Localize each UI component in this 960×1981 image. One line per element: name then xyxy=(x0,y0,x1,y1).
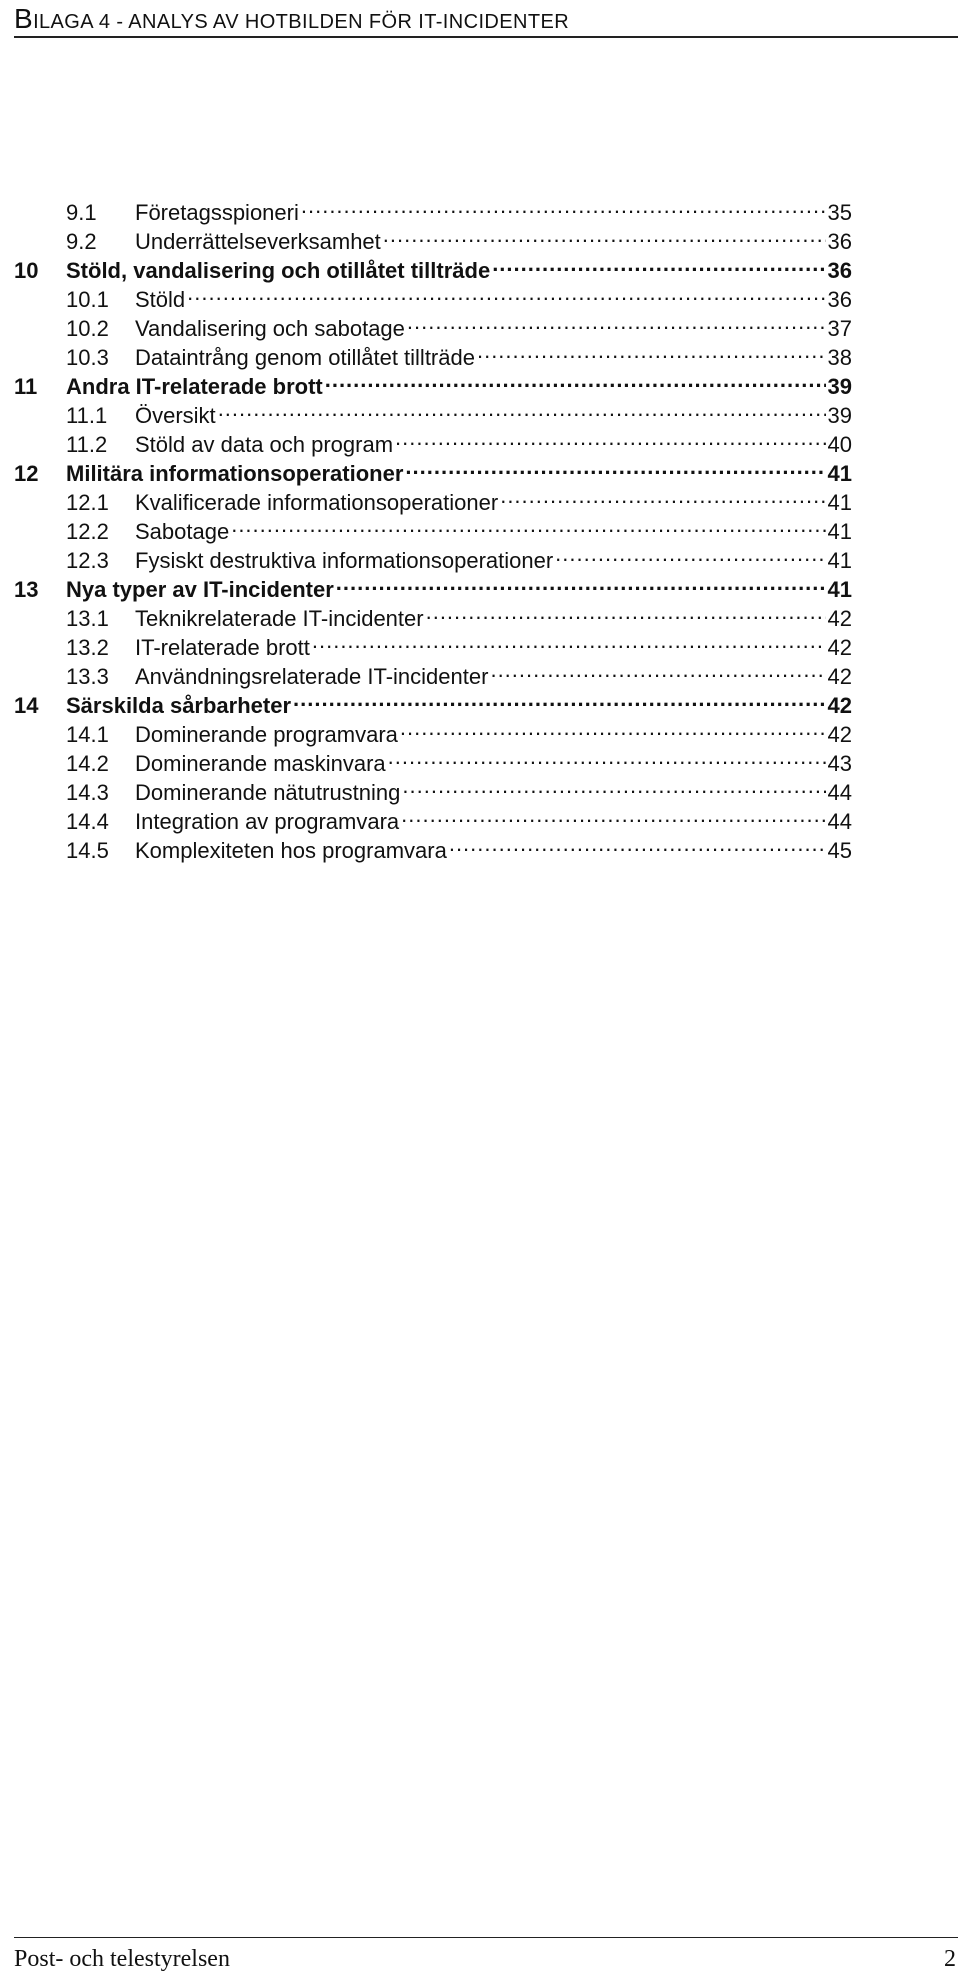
toc-entry-number: 14.4 xyxy=(66,809,109,834)
toc-entry-number: 10.3 xyxy=(66,345,109,370)
toc-entry-page: 43 xyxy=(827,751,852,776)
toc-entry-number: 12.1 xyxy=(66,490,109,515)
toc-dot-leader xyxy=(301,191,826,220)
toc-entry-number: 14.1 xyxy=(66,722,109,747)
toc-entry-title: Stöld xyxy=(135,287,186,312)
toc-dot-leader xyxy=(336,568,826,597)
toc-entry-title: Vandalisering och sabotage xyxy=(135,316,405,341)
toc-entry-page: 38 xyxy=(827,345,852,370)
toc-entry-number: 14.2 xyxy=(66,751,109,776)
toc-entry-title: Dataintrång genom otillåtet tillträde xyxy=(135,345,475,370)
toc-dot-leader xyxy=(231,510,825,539)
toc-entry-title: Företagsspioneri xyxy=(135,200,299,225)
toc-entry-page: 35 xyxy=(827,200,852,225)
toc-entry-page: 36 xyxy=(827,229,852,254)
toc-entry-title: Stöld av data och program xyxy=(135,432,394,457)
toc-entry-number: 12.3 xyxy=(66,548,109,573)
toc-entry-page: 41 xyxy=(827,577,852,602)
toc-entry-page: 41 xyxy=(827,548,852,573)
toc-entry-number: 9.1 xyxy=(66,200,97,225)
running-title-rest: ILAGA 4 - ANALYS AV HOTBILDEN FÖR IT-INCIDENTER xyxy=(33,11,570,33)
toc-entry-number: 11.1 xyxy=(66,403,108,428)
toc-entry-page: 36 xyxy=(827,258,852,283)
toc-entry-page: 45 xyxy=(827,838,852,863)
toc-entry-title: Fysiskt destruktiva informationsoperationer xyxy=(135,548,554,573)
toc-entry-title: Integration av programvara xyxy=(135,809,400,834)
toc-entry-page: 44 xyxy=(827,780,852,805)
toc-dot-leader xyxy=(492,249,825,278)
toc-dot-leader xyxy=(500,481,825,510)
toc-entry-number: 12.2 xyxy=(66,519,109,544)
toc-entry-page: 39 xyxy=(827,374,852,399)
toc-dot-leader xyxy=(490,655,825,684)
toc-dot-leader xyxy=(388,742,826,771)
page-footer xyxy=(14,1937,958,1977)
toc-entry-number: 10 xyxy=(14,258,39,283)
footer-publisher: Post- och telestyrelsen xyxy=(14,1946,230,1972)
toc-entry-number: 13.3 xyxy=(66,664,109,689)
toc-entry-number: 13.1 xyxy=(66,606,109,631)
toc-entry-title: Andra IT-relaterade brott xyxy=(66,374,323,399)
running-title-initial: B xyxy=(14,3,34,34)
toc-entry-title: Sabotage xyxy=(135,519,230,544)
toc-entry-number: 10.2 xyxy=(66,316,109,341)
toc-dot-leader xyxy=(401,800,825,829)
toc-entry-number: 14.3 xyxy=(66,780,109,805)
toc-entry-title: Dominerande nätutrustning xyxy=(135,780,401,805)
toc-entry-page: 41 xyxy=(827,490,852,515)
toc-dot-leader xyxy=(293,684,825,713)
running-title xyxy=(14,5,569,33)
toc-entry-title: Komplexiteten hos programvara xyxy=(135,838,447,863)
toc-dot-leader xyxy=(426,597,826,626)
toc-entry-title: Användningsrelaterade IT-incidenter xyxy=(135,664,489,689)
toc-entry-number: 13.2 xyxy=(66,635,109,660)
toc-entry-number: 14 xyxy=(14,693,39,718)
toc-dot-leader xyxy=(187,278,825,307)
toc-entry-title: Nya typer av IT-incidenter xyxy=(66,577,334,602)
toc-entry-number: 9.2 xyxy=(66,229,97,254)
footer-page-number: 2 xyxy=(944,1946,956,1972)
toc-entry-page: 41 xyxy=(827,519,852,544)
toc-dot-leader xyxy=(312,626,826,655)
toc-entry-number: 10.1 xyxy=(66,287,109,312)
toc-entry-title: Dominerande maskinvara xyxy=(135,751,386,776)
toc-entry-title: Särskilda sårbarheter xyxy=(66,693,292,718)
page-header xyxy=(14,4,958,38)
toc-entry-page: 42 xyxy=(827,606,852,631)
toc-entry-page: 42 xyxy=(827,722,852,747)
toc-dot-leader xyxy=(325,365,826,394)
toc-entry-number: 13 xyxy=(14,577,39,602)
toc-entry-page: 42 xyxy=(827,693,852,718)
toc-entry-title: Stöld, vandalisering och otillåtet tillträde xyxy=(66,258,491,283)
toc-dot-leader xyxy=(555,539,825,568)
toc-dot-leader xyxy=(218,394,826,423)
toc-entry-title: Kvalificerade informationsoperationer xyxy=(135,490,499,515)
toc-entry-number: 11 xyxy=(14,374,38,399)
toc-dot-leader xyxy=(449,829,826,858)
toc-entry-title: Översikt xyxy=(135,403,216,428)
toc-entry-number: 11.2 xyxy=(66,432,108,457)
toc-entry-page: 40 xyxy=(827,432,852,457)
toc-entry-number: 14.5 xyxy=(66,838,109,863)
toc-dot-leader xyxy=(405,452,825,481)
toc-entry-title: Teknikrelaterade IT-incidenter xyxy=(135,606,424,631)
toc-entry-page: 42 xyxy=(827,635,852,660)
toc-entry[interactable] xyxy=(14,191,852,225)
table-of-contents xyxy=(14,191,852,863)
toc-entry-page: 41 xyxy=(827,461,852,486)
toc-entry-title: Militära informationsoperationer xyxy=(66,461,404,486)
toc-entry-page: 39 xyxy=(827,403,852,428)
toc-entry-page: 44 xyxy=(827,809,852,834)
toc-entry-number: 12 xyxy=(14,461,39,486)
toc-entry-title: IT-relaterade brott xyxy=(135,635,310,660)
toc-entry-title: Dominerande programvara xyxy=(135,722,398,747)
toc-dot-leader xyxy=(477,336,826,365)
toc-entry-page: 42 xyxy=(827,664,852,689)
toc-dot-leader xyxy=(402,771,825,800)
toc-dot-leader xyxy=(407,307,826,336)
toc-dot-leader xyxy=(395,423,825,452)
toc-dot-leader xyxy=(400,713,826,742)
toc-dot-leader xyxy=(383,220,826,249)
toc-entry-page: 36 xyxy=(827,287,852,312)
toc-entry-page: 37 xyxy=(827,316,852,341)
toc-entry-title: Underrättelseverksamhet xyxy=(135,229,381,254)
